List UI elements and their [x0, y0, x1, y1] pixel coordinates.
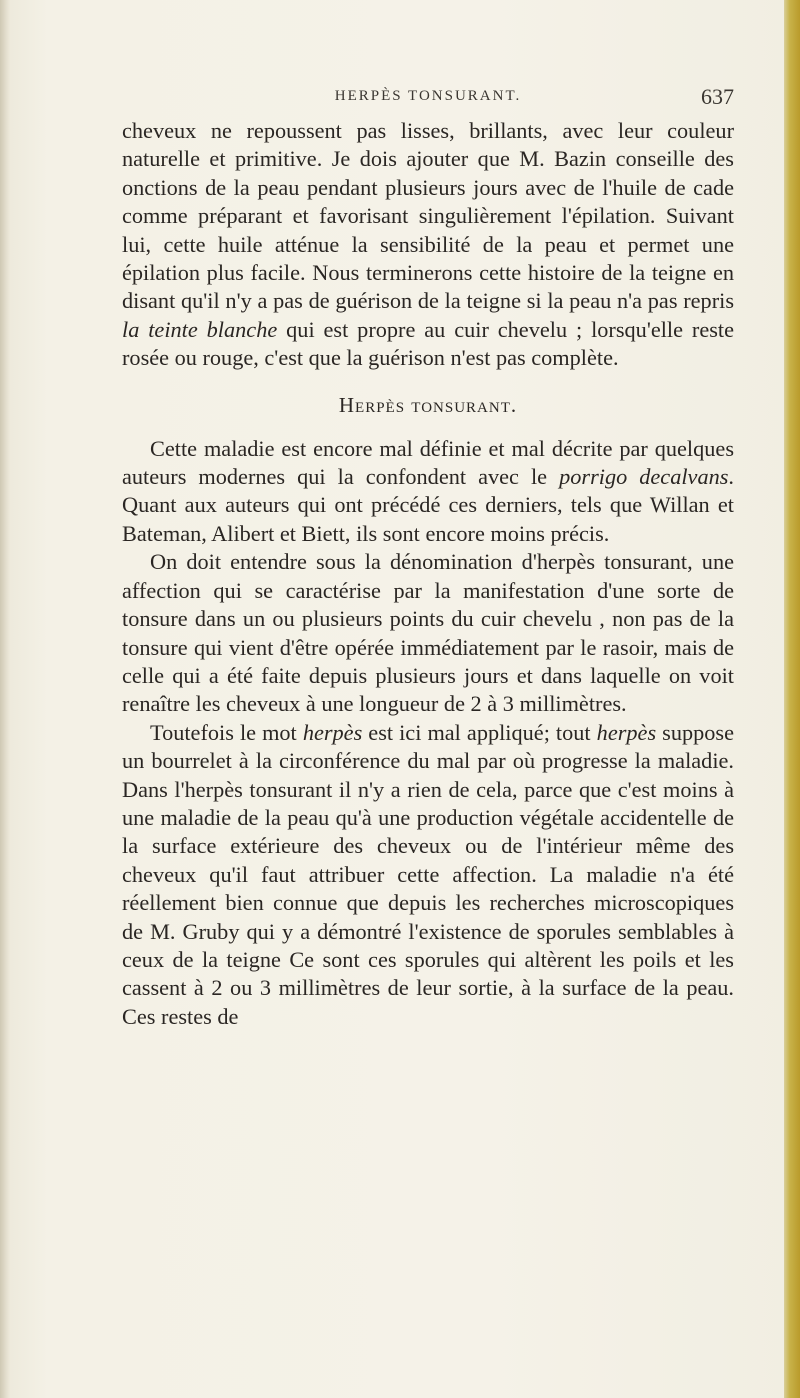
paragraph-2-text-a: Cette maladie est encore mal définie et mal décrite par quelques auteurs modernes qui la confondent avec le [122, 435, 734, 490]
running-title: HERPÈS TONSURANT. [334, 88, 522, 104]
page-gilt-edge [784, 0, 800, 1398]
body-text [122, 117, 734, 1031]
paragraph-4-text-a: Toutefois le mot [150, 719, 303, 745]
paragraph-4 [122, 719, 734, 1031]
paragraph-2-text-b: . Quant aux auteurs qui ont précédé ces derniers, tels que Willan et Bateman, Alibert et Biett, ils sont encore moins précis. [122, 464, 734, 546]
paragraph-2 [122, 435, 734, 549]
paragraph-1-text-b: qui est propre au cuir chevelu ; lorsqu'elle reste rosée ou rouge, c'est que la guérison n'est pas complète. [122, 316, 734, 371]
paragraph-4-text-b: est ici mal appliqué; tout [362, 719, 597, 745]
section-title: Herpès tonsurant. [338, 392, 518, 417]
paragraph-4-italic-b: herpès [596, 719, 657, 745]
page-number: 637 [701, 84, 734, 109]
page-binding-edge [0, 0, 10, 1398]
paragraph-1-text-a: cheveux ne repoussent pas lisses, brillants, avec leur couleur naturelle et primitive. Je dois ajouter que M. Bazin conseille des onctions de la peau pendant plusieurs jours avec de l'huile de cade comme préparant et favorisant singulièrement l'épilation. Suivant lui, cette huile atténue la sensibilité de la peau et permet une épilation plus facile. Nous terminerons cette histoire de la teigne en disant qu'il n'y a pas de guérison de la teigne si la peau n'a pas repris [122, 118, 734, 314]
paragraph-4-italic-a: herpès [302, 719, 363, 745]
paragraph-2-italic: porrigo decalvans [559, 464, 729, 490]
paragraph-1 [122, 117, 734, 373]
paragraph-4-text-c: suppose un bourrelet à la circonférence du mal par où progresse la maladie. Dans l'herpès tonsurant il n'y a rien de cela, parce que c'est moins à une maladie de la peau qu'à une production végétale accidentelle de la surface extérieure des cheveux ou de l'intérieur même des cheveux qu'il faut attribuer cette affection. La maladie n'a été réellement bien connue que depuis les recherches microscopiques de M. Gruby qui y a démontré l'existence de sporules semblables à ceux de la teigne Ce sont ces sporules qui altèrent les poils et les cassent à 2 ou 3 millimètres de leur sortie, à la surface de la peau. Ces restes de [122, 719, 735, 1029]
paragraph-3: On doit entendre sous la dénomination d'herpès tonsurant, une affection qui se caractérise par la manifestation d'une sorte de tonsure dans un ou plusieurs points du cuir chevelu , non pas de la tonsure qui vient d'être opérée immédiatement par le rasoir, mais de celle qui a été faite depuis plusieurs jours et dans laquelle on voit renaître les cheveux à une longueur de 2 à 3 millimètres. [122, 549, 734, 717]
paragraph-1-italic: la teinte blanche [122, 316, 278, 342]
page-header [122, 76, 734, 112]
